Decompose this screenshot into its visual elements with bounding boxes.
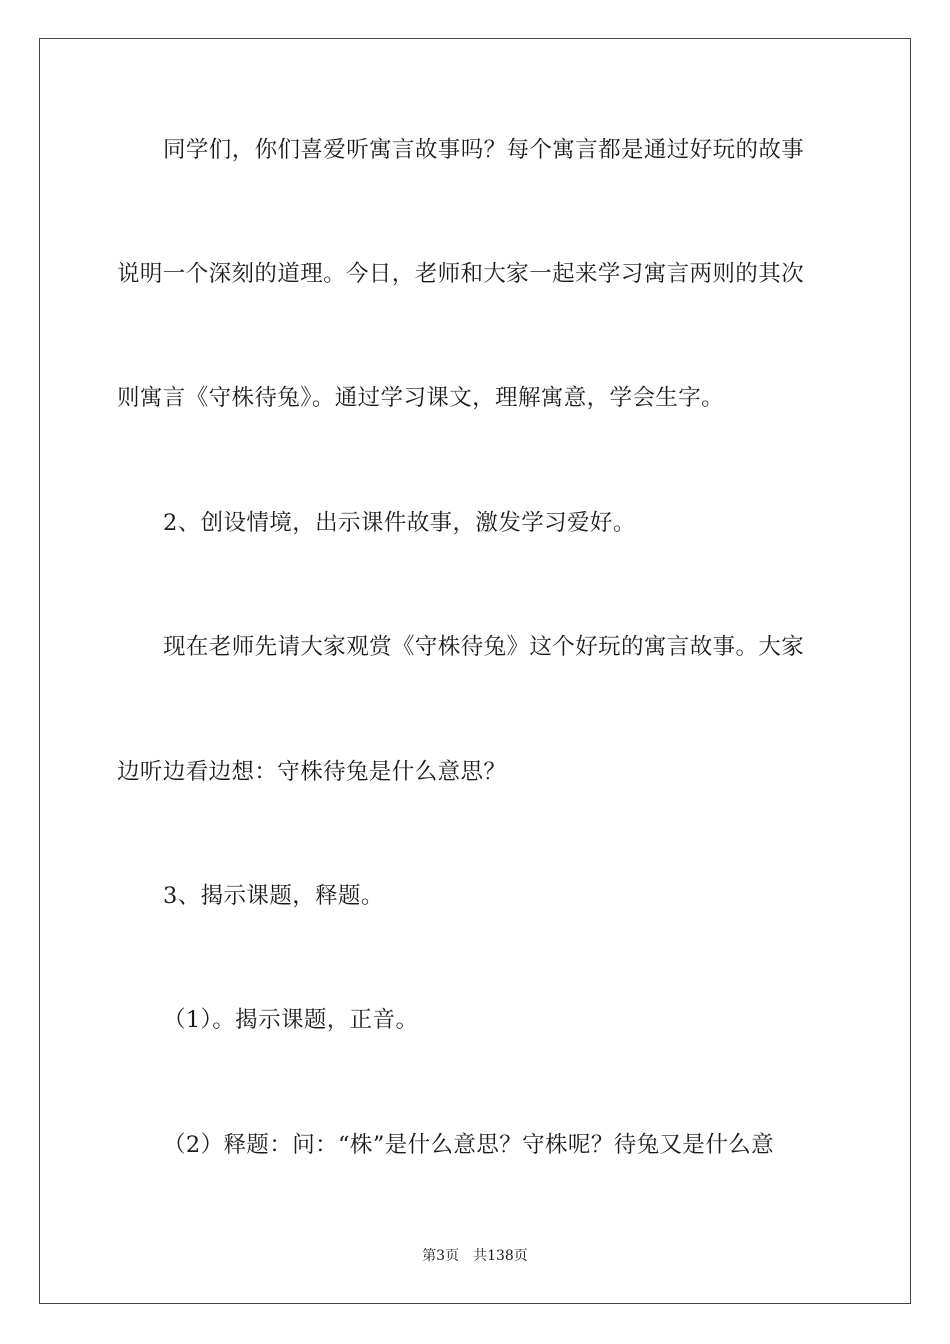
page-number-footer: 第3页 共138页 — [422, 1248, 528, 1264]
paragraph-line: 3、揭示课题，释题。 — [163, 883, 384, 909]
paragraph-line: （1）。揭示课题，正音。 — [163, 1007, 419, 1033]
page-border — [39, 38, 911, 1304]
paragraph-line: 说明一个深刻的道理。今日，老师和大家一起来学习寓言两则的其次 — [117, 261, 805, 287]
paragraph-line: 同学们，你们喜爱听寓言故事吗？每个寓言都是通过好玩的故事 — [163, 137, 805, 163]
paragraph-line: 则寓言《守株待兔》。通过学习课文，理解寓意，学会生字。 — [117, 385, 725, 411]
paragraph-line: 现在老师先请大家观赏《守株待兔》这个好玩的寓言故事。大家 — [163, 634, 805, 660]
paragraph-line: 边听边看边想：守株待兔是什么意思？ — [117, 759, 507, 785]
paragraph-line: （2）释题：问：“株”是什么意思？守株呢？待兔又是什么意 — [163, 1132, 775, 1158]
paragraph-line: 2、创设情境，出示课件故事，激发学习爱好。 — [163, 510, 636, 536]
